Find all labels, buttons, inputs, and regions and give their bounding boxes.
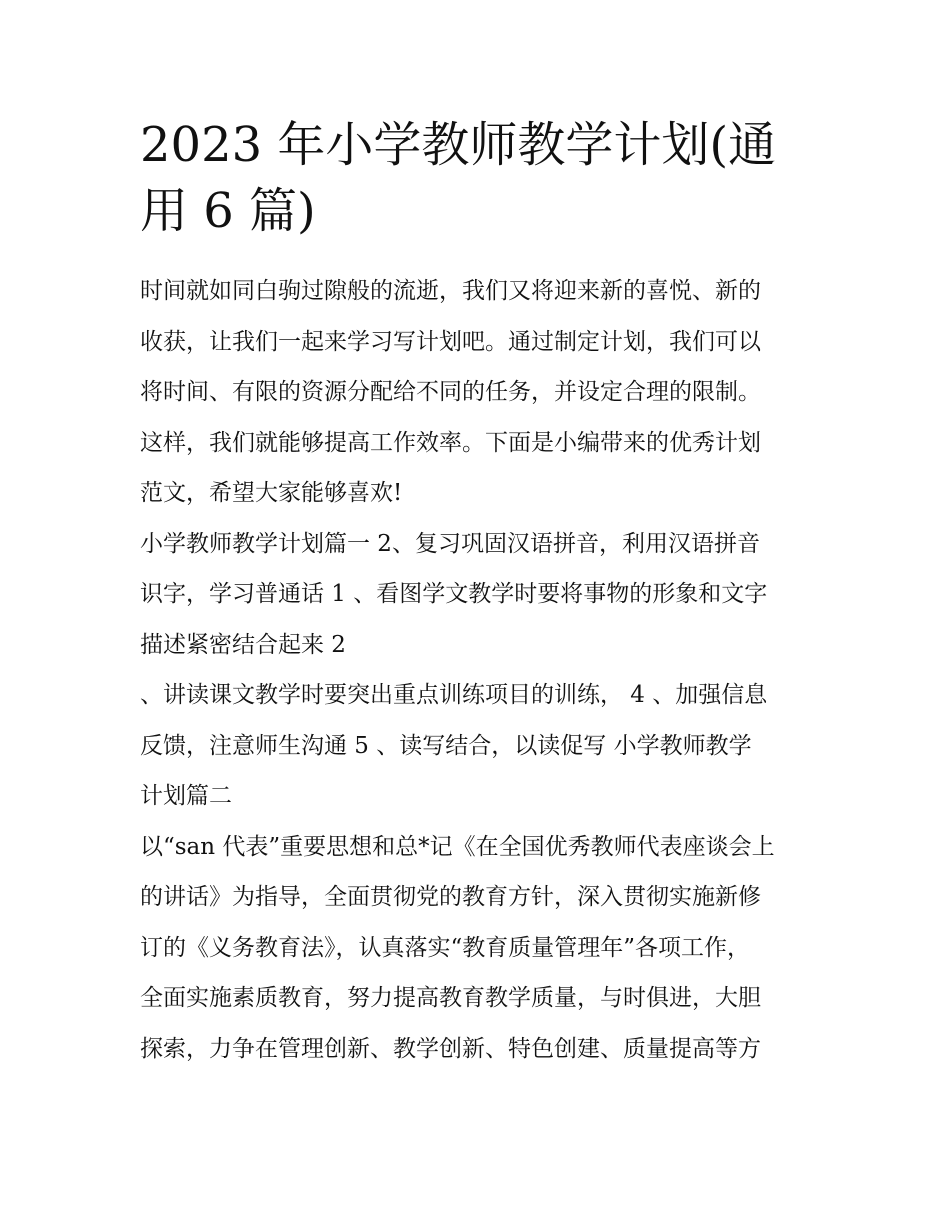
body-line: 订的《义务教育法》，认真落实“教育质量管理年”各项工作， [140,934,751,961]
body-line: 描述紧密结合起来 2 [140,631,346,658]
body-line: 小学教师教学计划篇一 2、复习巩固汉语拼音，利用汉语拼音 [140,530,760,557]
body-line: 将时间、有限的资源分配给不同的任务，并设定合理的限制。 [140,379,761,405]
document-page [140,112,820,1074]
body-line: 、讲读课文教学时要突出重点训练项目的训练， 4 、加强信息 [140,682,768,708]
body-line: 识字，学习普通话 1 、看图学文教学时要将事物的形象和文字 [140,581,768,607]
body-line: 反馈，注意师生沟通 5 、读写结合，以读促写 小学教师教学 [140,732,752,759]
body-line: 收获，让我们一起来学习写计划吧。通过制定计划，我们可以 [140,328,761,355]
body-line: 计划篇二 [140,783,232,809]
title-line-1: 2023 年小学教师教学计划(通 [140,117,777,173]
body-line: 这样，我们就能够提高工作效率。下面是小编带来的优秀计划 [140,429,761,456]
document-body [140,266,820,1074]
document-title [140,112,820,244]
title-line-2: 用 6 篇) [140,183,316,239]
body-line: 的讲话》为指导，全面贯彻党的教育方针，深入贯彻实施新修 [140,884,761,910]
body-line: 全面实施素质教育，努力提高教育教学质量，与时俱进，大胆 [140,985,761,1011]
body-line: 以“san 代表”重要思想和总*记《在全国优秀教师代表座谈会上 [140,833,775,860]
body-line: 探索，力争在管理创新、教学创新、特色创建、质量提高等方 [140,1035,761,1062]
body-line: 时间就如同白驹过隙般的流逝，我们又将迎来新的喜悦、新的 [140,278,761,304]
body-line: 范文，希望大家能够喜欢! [140,480,403,506]
